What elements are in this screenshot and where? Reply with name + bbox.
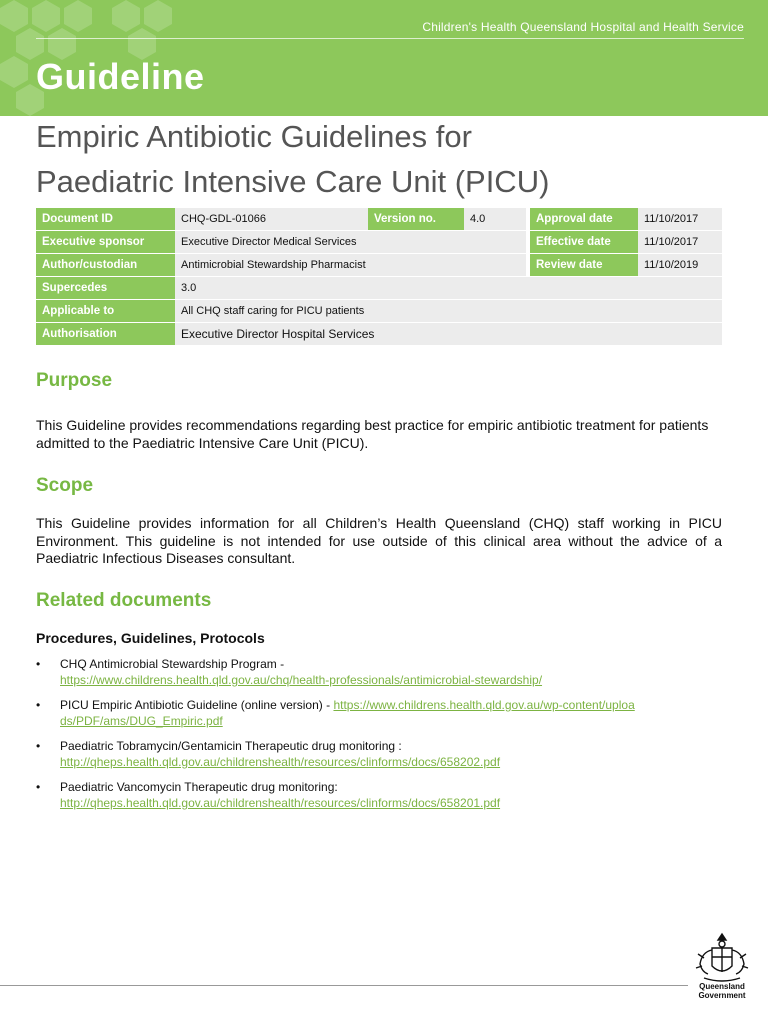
document-id-value: CHQ-GDL-01066 (175, 208, 368, 230)
reference-title: Paediatric Tobramycin/Gentamicin Therapeutic drug monitoring : (60, 739, 402, 753)
bullet-icon: • (36, 698, 41, 712)
scope-heading: Scope (36, 475, 94, 496)
reference-link[interactable]: http://qheps.health.qld.gov.au/childrenshealth/resources/clinforms/docs/658201.pdf (60, 796, 501, 810)
effective-date-label: Effective date (530, 231, 638, 253)
list-item (36, 738, 636, 770)
reference-title: CHQ Antimicrobial Stewardship Program - (60, 657, 285, 671)
reference-link[interactable]: https://www.childrens.health.qld.gov.au/chq/health-professionals/antimicrobial-stewardship/ (60, 673, 543, 687)
gov-name-line-2: Government (698, 991, 746, 1000)
meta-row (36, 300, 722, 322)
approval-date-value: 11/10/2017 (638, 208, 722, 230)
meta-row (36, 231, 722, 253)
purpose-heading: Purpose (36, 370, 113, 391)
related-documents-heading: Related documents (36, 590, 212, 611)
author-label: Author/custodian (36, 254, 175, 276)
applicable-to-value: All CHQ staff caring for PICU patients (175, 300, 722, 322)
scope-text: This Guideline provides information for all Children’s Health Queensland (CHQ) staff working in PICU Environment. This guideline is not intended for use outside of this clinical area without the advice of a Paediatric Infectious Diseases consultant. (36, 515, 722, 566)
procedures-subheading: Procedures, Guidelines, Protocols (36, 630, 265, 646)
bullet-icon: • (36, 739, 41, 753)
purpose-text: This Guideline provides recommendations regarding best practice for empiric antibiotic treatment for patients admitted to the Paediatric Intensive Care Unit (PICU). (36, 417, 709, 451)
list-item (36, 697, 636, 729)
queensland-crest-icon (692, 928, 752, 988)
queensland-government-logo (692, 982, 752, 1000)
document-id-label: Document ID (36, 208, 175, 230)
list-item (36, 779, 636, 811)
version-label: Version no. (368, 208, 464, 230)
meta-row (36, 254, 722, 276)
header-banner (0, 0, 768, 116)
meta-row (36, 277, 722, 299)
version-value: 4.0 (464, 208, 526, 230)
banner-divider (36, 38, 744, 39)
supercedes-label: Supercedes (36, 277, 175, 299)
reference-title: PICU Empiric Antibiotic Guideline (online version) - (60, 698, 331, 712)
document-title-line-2: Paediatric Intensive Care Unit (PICU) (36, 164, 550, 199)
bullet-icon: • (36, 780, 41, 794)
reference-link[interactable]: https://www.childrens.health.qld.gov.au/wp-content/uploads/PDF/ams/DUG_Empiric.pdf (60, 698, 635, 728)
document-title (36, 114, 736, 204)
reference-link[interactable]: http://qheps.health.qld.gov.au/childrenshealth/resources/clinforms/docs/658202.pdf (60, 755, 501, 769)
list-item (36, 656, 636, 688)
effective-date-value: 11/10/2017 (638, 231, 722, 253)
footer-divider (0, 985, 688, 986)
applicable-to-label: Applicable to (36, 300, 175, 322)
reference-title: Paediatric Vancomycin Therapeutic drug monitoring: (60, 780, 338, 794)
banner-title: Guideline (36, 56, 205, 97)
related-documents-list (36, 656, 636, 820)
meta-row (36, 208, 722, 230)
supercedes-value: 3.0 (175, 277, 722, 299)
bullet-icon: • (36, 657, 41, 671)
meta-row (36, 323, 722, 345)
review-date-label: Review date (530, 254, 638, 276)
authorisation-label: Authorisation (36, 323, 175, 345)
document-title-line-1: Empiric Antibiotic Guidelines for (36, 119, 472, 154)
approval-date-label: Approval date (530, 208, 638, 230)
authorisation-value: Executive Director Hospital Services (175, 323, 722, 345)
author-value: Antimicrobial Stewardship Pharmacist (175, 254, 526, 276)
document-metadata-table (36, 207, 722, 346)
organisation-name: Children's Health Queensland Hospital and Health Service (422, 20, 744, 34)
gov-name-line-1: Queensland (699, 982, 745, 991)
executive-sponsor-label: Executive sponsor (36, 231, 175, 253)
executive-sponsor-value: Executive Director Medical Services (175, 231, 526, 253)
review-date-value: 11/10/2019 (638, 254, 722, 276)
